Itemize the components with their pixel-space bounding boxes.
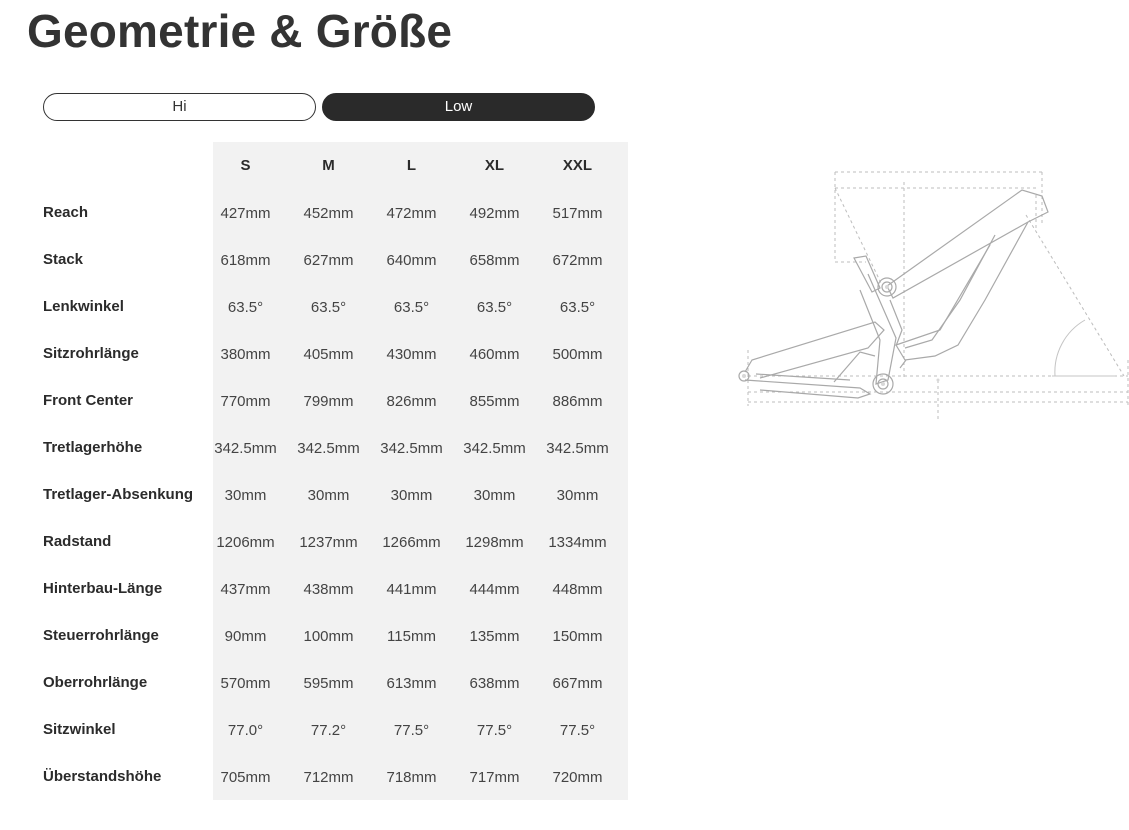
table-cell: 712mm: [303, 769, 354, 786]
table-cell: 444mm: [469, 581, 520, 598]
row-label-lenkwinkel: Lenkwinkel: [43, 298, 124, 315]
table-cell: 342.5mm: [546, 440, 609, 457]
table-cell: 63.5°: [227, 299, 264, 316]
table-cell: 618mm: [220, 252, 271, 269]
table-cell: 770mm: [220, 393, 271, 410]
row-label-tretlagerhoehe: Tretlagerhöhe: [43, 439, 143, 456]
table-cell: 886mm: [552, 393, 603, 410]
table-cell: 150mm: [552, 628, 603, 645]
table-cell: 63.5°: [559, 299, 596, 316]
table-cell: 613mm: [386, 675, 437, 692]
table-cell: 672mm: [552, 252, 603, 269]
table-cell: 30mm: [473, 487, 516, 504]
bike-frame: [739, 190, 1048, 398]
table-cell: 77.5°: [393, 722, 430, 739]
size-column-xl: [462, 142, 545, 800]
table-cell: 638mm: [469, 675, 520, 692]
table-cell: 380mm: [220, 346, 271, 363]
size-column-l: [379, 142, 462, 800]
size-column-m: [296, 142, 379, 800]
table-cell: 30mm: [390, 487, 433, 504]
table-cell: 342.5mm: [214, 440, 277, 457]
table-cell: 342.5mm: [297, 440, 360, 457]
size-header-xl: XL: [484, 157, 505, 174]
table-cell: 77.0°: [227, 722, 264, 739]
table-cell: 1237mm: [299, 534, 358, 551]
row-label-sitzrohrlaenge: Sitzrohrlänge: [43, 345, 139, 362]
table-cell: 427mm: [220, 205, 271, 222]
table-cell: 77.2°: [310, 722, 347, 739]
table-cell: 448mm: [552, 581, 603, 598]
table-cell: 437mm: [220, 581, 271, 598]
table-cell: 1206mm: [216, 534, 275, 551]
row-label-steuerrohrlaenge: Steuerrohrlänge: [43, 627, 159, 644]
table-cell: 63.5°: [310, 299, 347, 316]
row-label-oberrohrlaenge: Oberrohrlänge: [43, 674, 148, 691]
table-cell: 855mm: [469, 393, 520, 410]
row-label-ueberstandshoehe: Überstandshöhe: [43, 768, 162, 785]
toggle-hi-button[interactable]: Hi: [43, 93, 316, 121]
bike-geometry-diagram: [730, 165, 1129, 425]
table-cell: 342.5mm: [380, 440, 443, 457]
table-cell: 472mm: [386, 205, 437, 222]
size-column-s: [213, 142, 296, 800]
frame-details: [742, 285, 940, 386]
table-cell: 441mm: [386, 581, 437, 598]
size-column-xxl: [545, 142, 628, 800]
dimension-guides: [748, 172, 1128, 420]
page-title: Geometrie & Größe: [27, 5, 453, 57]
table-cell: 430mm: [386, 346, 437, 363]
table-cell: 90mm: [224, 628, 267, 645]
table-cell: 718mm: [386, 769, 437, 786]
size-header-xxl: XXL: [562, 157, 593, 174]
table-cell: 342.5mm: [463, 440, 526, 457]
row-label-reach: Reach: [43, 204, 89, 221]
table-cell: 1298mm: [465, 534, 524, 551]
row-label-tretlager-absenkung: Tretlager-Absenkung: [43, 486, 194, 503]
table-cell: 460mm: [469, 346, 520, 363]
table-cell: 1334mm: [548, 534, 607, 551]
table-cell: 658mm: [469, 252, 520, 269]
row-label-stack: Stack: [43, 251, 84, 268]
table-cell: 705mm: [220, 769, 271, 786]
table-cell: 135mm: [469, 628, 520, 645]
table-cell: 667mm: [552, 675, 603, 692]
table-cell: 826mm: [386, 393, 437, 410]
toggle-low-button[interactable]: Low: [322, 93, 595, 121]
table-cell: 30mm: [307, 487, 350, 504]
row-label-sitzwinkel: Sitzwinkel: [43, 721, 116, 738]
table-cell: 77.5°: [559, 722, 596, 739]
table-cell: 63.5°: [393, 299, 430, 316]
table-cell: 452mm: [303, 205, 354, 222]
size-header-l: L: [406, 157, 417, 174]
table-cell: 500mm: [552, 346, 603, 363]
row-label-front-center: Front Center: [43, 392, 133, 409]
table-cell: 517mm: [552, 205, 603, 222]
table-cell: 77.5°: [476, 722, 513, 739]
table-cell: 799mm: [303, 393, 354, 410]
table-cell: 30mm: [224, 487, 267, 504]
table-cell: 717mm: [469, 769, 520, 786]
table-cell: 640mm: [386, 252, 437, 269]
table-cell: 30mm: [556, 487, 599, 504]
row-label-radstand: Radstand: [43, 533, 112, 550]
size-header-s: S: [240, 157, 251, 174]
size-header-m: M: [322, 157, 335, 174]
table-cell: 720mm: [552, 769, 603, 786]
table-cell: 115mm: [387, 628, 436, 645]
table-cell: 627mm: [303, 252, 354, 269]
row-label-hinterbau-laenge: Hinterbau-Länge: [43, 580, 163, 597]
table-cell: 570mm: [220, 675, 271, 692]
table-cell: 405mm: [303, 346, 354, 363]
table-cell: 492mm: [469, 205, 520, 222]
table-cell: 438mm: [303, 581, 354, 598]
table-cell: 595mm: [303, 675, 354, 692]
table-cell: 100mm: [303, 628, 354, 645]
angle-arcs: [1052, 320, 1115, 376]
table-cell: 1266mm: [382, 534, 441, 551]
table-cell: 63.5°: [476, 299, 513, 316]
